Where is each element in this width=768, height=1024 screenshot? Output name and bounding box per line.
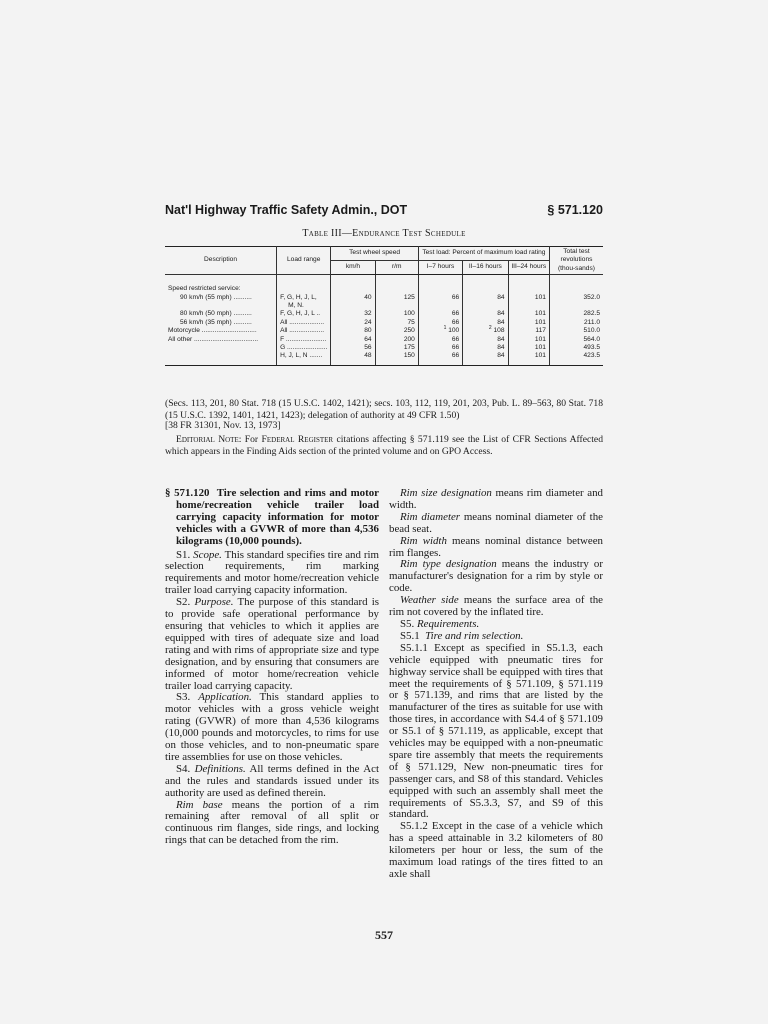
paragraph-s2: S2. Purpose. The purpose of this standard is to provide safe operational performance by ensuring that vehicles to which it applies are equipped with tires of adequate size and load rating and with rims of appropriate size and type designation, and by ensuring that consumers are informed of motor home/recreation vehicle trailer load carrying capacity. [165,596,380,692]
row-rm: 175 [375,344,418,352]
row-h1: 66 [418,310,462,318]
table-title: Table III—Endurance Test Schedule [302,228,466,239]
row-revolutions: 211.0 [549,319,603,327]
row-revolutions: 282.5 [549,310,603,318]
row-kmh: 32 [331,310,375,318]
row-h3: 101 [508,310,549,318]
table-row [165,336,603,344]
header-hours-2: II–16 hours [463,261,508,275]
row-kmh: 56 [331,344,375,352]
row-h3: 101 [508,319,549,327]
row-h1: 66 [418,344,462,352]
text-column-left [165,488,379,847]
header-hours-1: I–7 hours [418,261,462,275]
row-h3: 101 [508,294,549,311]
row-rm: 150 [375,352,418,365]
row-description [165,344,277,352]
row-load-range: F, G, H, J, L, M, N. [277,294,331,311]
section-heading [165,488,379,548]
row-kmh: 64 [331,336,375,344]
paragraph-s3: S3. Application. This standard applies to motor vehicles with a gross vehicle weight rating (GVWR) of more than 4,536 kilograms (10,000 pounds and motorcycles, to rims for use on those vehicles, and to non-pneumatic spare tire assemblies for use on those vehicles. [165,691,379,763]
row-revolutions: 564.0 [549,336,603,344]
row-rm: 125 [375,294,418,311]
paragraph-s1: S1. Scope. This standard specifies tire and rim selection requirements, rim marking requirements and motor home/recreation vehicle trailer load carrying capacity information. [165,548,379,597]
table-row [165,327,603,335]
row-revolutions: 493.5 [549,344,603,352]
paragraph-s5-1-1: S5.1.1 Except as specified in S5.1.3, each vehicle equipped with pneumatic tires for highway service shall be equipped with tires that meet the requirements of § 571.109, § 571.119 or § 571.139, and rims that are listed by the manufacturer of the tires as suitable for use with those tires, in accordance with S4.4 of § 571.109 or S5.1 of § 571.119, as applicable, except that vehicles may be equipped with a non-pneumatic spare tire assembly that meets the requirements of § 571.129, New non-pneumatic tires for passenger cars, and S8 of this standard. Vehicles equipped with such an assembly shall meet the requirements of S5.3.3, S7, and S9 of this standard. [389,641,603,821]
section-title: Tire selection and rims and motor home/recreation vehicle trailer load carrying capacity information for motor vehicles with a GVWR of more than 4,536 kilograms (10,000 pounds). [176,487,380,547]
row-h3: 117 [508,327,549,335]
definition-rim-diameter: Rim diameter means nominal diameter of the bead seat. [389,510,603,535]
row-description: 80 km/h (50 mph) .......... [165,310,277,318]
header-hours-3: III–24 hours [508,261,549,275]
header-rm: r/m [375,261,418,275]
row-load-range: All ................... [277,327,331,335]
row-load-range: F ...................... [277,336,331,344]
row-h1: 66 [418,319,462,327]
row-rm: 100 [375,310,418,318]
row-kmh: 80 [331,327,375,335]
section-label: Speed restricted service: [165,275,277,294]
endurance-test-schedule-table [165,246,603,366]
row-h3: 101 [508,344,549,352]
row-description [165,352,277,365]
row-rm: 200 [375,336,418,344]
row-kmh: 48 [331,352,375,365]
definition-rim-type: Rim type designation means the industry or manufacturer's designation for a rim by style or code. [389,558,603,595]
running-head [165,203,603,217]
footnote-2-ref: 2 [488,325,492,332]
row-rm: 250 [375,327,418,335]
paragraph-s5: S5. Requirements. [400,617,480,630]
header-total-revolutions: Total test revolutions (thou-sands) [549,247,603,275]
text-column-right [389,488,603,881]
paragraph-s5-1-2: S5.1.2 Except in the case of a vehicle which has a speed attainable in 3.2 kilometers of 80 kilometers per hour or less, the sum of the maximum load ratings of the tires fitted to an axle shall [389,820,603,880]
row-h2: $^2$ 108 [463,327,508,335]
row-description: 90 km/h (55 mph) .......... [165,294,277,311]
row-h1: 66 [418,336,462,344]
table-row [165,344,603,352]
row-kmh: 40 [331,294,375,311]
definition-rim-size: Rim size designation means rim diameter and width. [389,487,603,511]
table-row [165,294,603,311]
paragraph-s5-1: S5.1 Tire and rim selection. [400,629,524,642]
section-number: § 571.120 [165,487,210,499]
source-citation: [38 FR 31301, Nov. 13, 1973] [165,420,281,431]
row-description: Motorcycle .............................. [165,327,277,335]
running-head-agency: Nat'l Highway Traffic Safety Admin., DOT [165,203,408,217]
row-h1: $^1$ 100 [418,327,462,335]
paragraph-s4: S4. Definitions. All terms defined in the Act and the rules and standards issued under its authority are used as defined therein. [165,762,379,799]
row-h3: 101 [508,336,549,344]
row-h2: 84 [463,294,508,311]
row-load-range: F, G, H, J, L .. [277,310,331,318]
editorial-note-label: Editorial Note: [176,434,242,445]
table-row [165,352,603,365]
row-revolutions: 423.5 [549,352,603,365]
row-load-range: All ................... [277,319,331,327]
row-h2: 84 [463,336,508,344]
row-h2: 84 [463,310,508,318]
row-description: 56 km/h (35 mph) .......... [165,319,277,327]
row-kmh: 24 [331,319,375,327]
header-description: Description [165,247,277,275]
header-test-wheel-speed: Test wheel speed [331,247,419,261]
row-rm: 75 [375,319,418,327]
header-test-load: Test load: Percent of maximum load rating [418,247,549,261]
running-head-section: § 571.120 [547,203,603,217]
definition-weather-side: Weather side means the surface area of the rim not covered by the inflated tire. [389,594,603,619]
table-row [165,319,603,327]
row-revolutions: 352.0 [549,294,603,311]
row-h3: 101 [508,352,549,365]
row-h2: 84 [463,319,508,327]
definition-rim-base: Rim base means the portion of a rim remaining after removal of all split or continuous rim flanges, side rings, and locking rings that can be detached from the rim. [165,798,380,847]
row-h1: 66 [418,352,462,365]
row-h2: 84 [463,352,508,365]
table-row [165,310,603,318]
row-description: All other ................................... [165,336,277,344]
definition-rim-width: Rim width means nominal distance between rim flanges. [389,534,603,559]
authority-citation: (Secs. 113, 201, 80 Stat. 718 (15 U.S.C. 1402, 1421); secs. 103, 112, 119, 201, 203, Pub. L. 89–563, 80 Stat. 718 (15 U.S.C. 1392, 1401, 1421, 1423); delegation of authority at 49 CFR 1.50) [165,398,603,421]
row-h1: 66 [418,294,462,311]
header-kmh: km/h [331,261,375,275]
row-revolutions: 510.0 [549,327,603,335]
header-load-range: Load range [277,247,331,275]
row-load-range: G ...................... [277,344,331,352]
row-h2: 84 [463,344,508,352]
page-number: 557 [375,928,393,942]
editorial-note: Editorial Note: For Federal Register citations affecting § 571.119 see the List of CFR Sections Affected which appears in the Finding Aids section of the printed volume and on GPO Access. [165,434,603,457]
footnote-1-ref: 1 [443,325,447,332]
row-load-range: H, J, L, N ....... [277,352,331,365]
